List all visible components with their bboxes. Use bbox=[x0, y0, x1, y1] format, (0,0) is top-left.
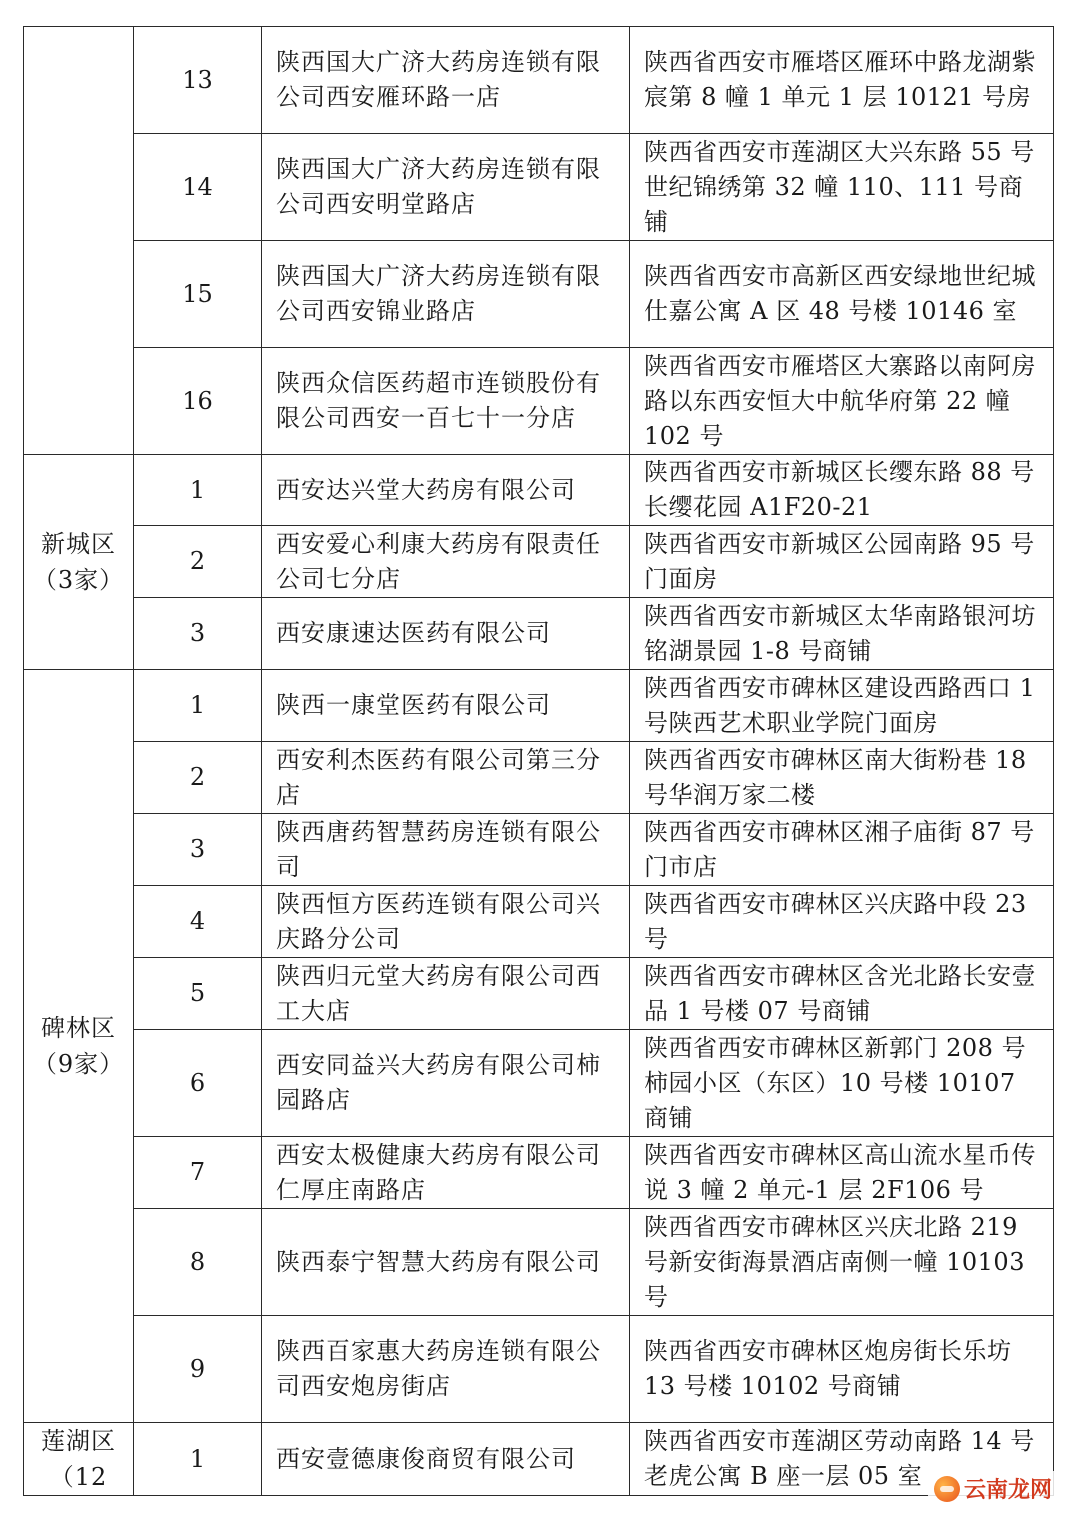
row-number: 6 bbox=[134, 1030, 262, 1137]
pharmacy-address: 陕西省西安市碑林区建设西路西口 1 号陕西艺术职业学院门面房 bbox=[630, 670, 1054, 742]
pharmacy-address: 陕西省西安市碑林区新郭门 208 号柿园小区（东区）10 号楼 10107 商铺 bbox=[630, 1030, 1054, 1137]
row-number: 1 bbox=[134, 1423, 262, 1496]
district-count: （9家） bbox=[32, 1050, 125, 1078]
district-count: （3家） bbox=[32, 566, 125, 594]
row-number: 2 bbox=[134, 742, 262, 814]
pharmacy-name: 西安爱心利康大药房有限责任公司七分店 bbox=[262, 526, 630, 598]
table-row bbox=[24, 886, 1054, 958]
pharmacy-name: 西安同益兴大药房有限公司柿园路店 bbox=[262, 1030, 630, 1137]
pharmacy-name: 陕西百家惠大药房连锁有限公司西安炮房街店 bbox=[262, 1316, 630, 1423]
pharmacy-address: 陕西省西安市碑林区含光北路长安壹品 1 号楼 07 号商铺 bbox=[630, 958, 1054, 1030]
row-number: 3 bbox=[134, 598, 262, 670]
pharmacy-address: 陕西省西安市碑林区兴庆路中段 23 号 bbox=[630, 886, 1054, 958]
district-cell bbox=[24, 455, 134, 670]
pharmacy-name: 西安康速达医药有限公司 bbox=[262, 598, 630, 670]
pharmacy-name: 陕西国大广济大药房连锁有限公司西安雁环路一店 bbox=[262, 27, 630, 134]
district-count: （12 bbox=[49, 1463, 108, 1491]
row-number: 1 bbox=[134, 670, 262, 742]
table-row bbox=[24, 814, 1054, 886]
table-row bbox=[24, 134, 1054, 241]
pharmacy-name: 陕西恒方医药连锁有限公司兴庆路分公司 bbox=[262, 886, 630, 958]
row-number: 9 bbox=[134, 1316, 262, 1423]
pharmacy-name: 西安壹德康俊商贸有限公司 bbox=[262, 1423, 630, 1496]
district-cell bbox=[24, 1423, 134, 1496]
row-number: 13 bbox=[134, 27, 262, 134]
table-row bbox=[24, 1209, 1054, 1316]
pharmacy-name: 陕西泰宁智慧大药房有限公司 bbox=[262, 1209, 630, 1316]
pharmacy-name: 陕西一康堂医药有限公司 bbox=[262, 670, 630, 742]
table-row bbox=[24, 670, 1054, 742]
district-cell bbox=[24, 27, 134, 455]
pharmacy-address: 陕西省西安市雁塔区雁环中路龙湖紫宸第 8 幢 1 单元 1 层 10121 号房 bbox=[630, 27, 1054, 134]
row-number: 5 bbox=[134, 958, 262, 1030]
pharmacy-address: 陕西省西安市高新区西安绿地世纪城仕嘉公寓 A 区 48 号楼 10146 室 bbox=[630, 241, 1054, 348]
table-row bbox=[24, 958, 1054, 1030]
table-row bbox=[24, 1423, 1054, 1496]
pharmacy-name: 陕西归元堂大药房有限公司西工大店 bbox=[262, 958, 630, 1030]
pharmacy-address: 陕西省西安市碑林区兴庆北路 219 号新安街海景酒店南侧一幢 10103 号 bbox=[630, 1209, 1054, 1316]
table-row bbox=[24, 455, 1054, 526]
row-number: 7 bbox=[134, 1137, 262, 1209]
pharmacy-address: 陕西省西安市碑林区高山流水星币传说 3 幢 2 单元-1 层 2F106 号 bbox=[630, 1137, 1054, 1209]
pharmacy-name: 陕西国大广济大药房连锁有限公司西安明堂路店 bbox=[262, 134, 630, 241]
table-row bbox=[24, 1316, 1054, 1423]
pharmacy-name: 陕西唐药智慧药房连锁有限公司 bbox=[262, 814, 630, 886]
row-number: 1 bbox=[134, 455, 262, 526]
watermark-text: 云南龙网 bbox=[963, 1478, 1052, 1503]
pharmacy-name: 陕西国大广济大药房连锁有限公司西安锦业路店 bbox=[262, 241, 630, 348]
pharmacy-address: 陕西省西安市碑林区南大街粉巷 18 号华润万家二楼 bbox=[630, 742, 1054, 814]
row-number: 16 bbox=[134, 348, 262, 455]
row-number: 2 bbox=[134, 526, 262, 598]
district-cell bbox=[24, 670, 134, 1423]
table-row bbox=[24, 1030, 1054, 1137]
pharmacy-address: 陕西省西安市新城区长缨东路 88 号长缨花园 A1F20-21 bbox=[630, 455, 1054, 526]
table-row bbox=[24, 742, 1054, 814]
yunnan-longwang-logo-icon bbox=[934, 1476, 960, 1502]
pharmacy-address: 陕西省西安市莲湖区劳动南路 14 号老虎公寓 B 座一层 05 室 bbox=[630, 1423, 1054, 1496]
pharmacy-address: 陕西省西安市新城区太华南路银河坊铭湖景园 1-8 号商铺 bbox=[630, 598, 1054, 670]
row-number: 3 bbox=[134, 814, 262, 886]
table-row bbox=[24, 27, 1054, 134]
table-row bbox=[24, 526, 1054, 598]
pharmacy-name: 陕西众信医药超市连锁股份有限公司西安一百七十一分店 bbox=[262, 348, 630, 455]
pharmacy-list-table bbox=[23, 26, 1054, 1496]
table-row bbox=[24, 241, 1054, 348]
watermark bbox=[928, 1471, 1058, 1506]
row-number: 8 bbox=[134, 1209, 262, 1316]
pharmacy-address: 陕西省西安市新城区公园南路 95 号门面房 bbox=[630, 526, 1054, 598]
district-name: 新城区 bbox=[41, 530, 116, 558]
pharmacy-name: 西安利杰医药有限公司第三分店 bbox=[262, 742, 630, 814]
district-name: 碑林区 bbox=[41, 1014, 116, 1042]
pharmacy-address: 陕西省西安市莲湖区大兴东路 55 号世纪锦绣第 32 幢 110、111 号商铺 bbox=[630, 134, 1054, 241]
pharmacy-name: 西安达兴堂大药房有限公司 bbox=[262, 455, 630, 526]
row-number: 15 bbox=[134, 241, 262, 348]
table-row bbox=[24, 1137, 1054, 1209]
pharmacy-address: 陕西省西安市碑林区湘子庙街 87 号门市店 bbox=[630, 814, 1054, 886]
table-row bbox=[24, 348, 1054, 455]
pharmacy-name: 西安太极健康大药房有限公司仁厚庄南路店 bbox=[262, 1137, 630, 1209]
row-number: 4 bbox=[134, 886, 262, 958]
district-name: 莲湖区 bbox=[41, 1427, 116, 1455]
pharmacy-address: 陕西省西安市雁塔区大寨路以南阿房路以东西安恒大中航华府第 22 幢 102 号 bbox=[630, 348, 1054, 455]
table-row bbox=[24, 598, 1054, 670]
pharmacy-address: 陕西省西安市碑林区炮房街长乐坊 13 号楼 10102 号商铺 bbox=[630, 1316, 1054, 1423]
row-number: 14 bbox=[134, 134, 262, 241]
